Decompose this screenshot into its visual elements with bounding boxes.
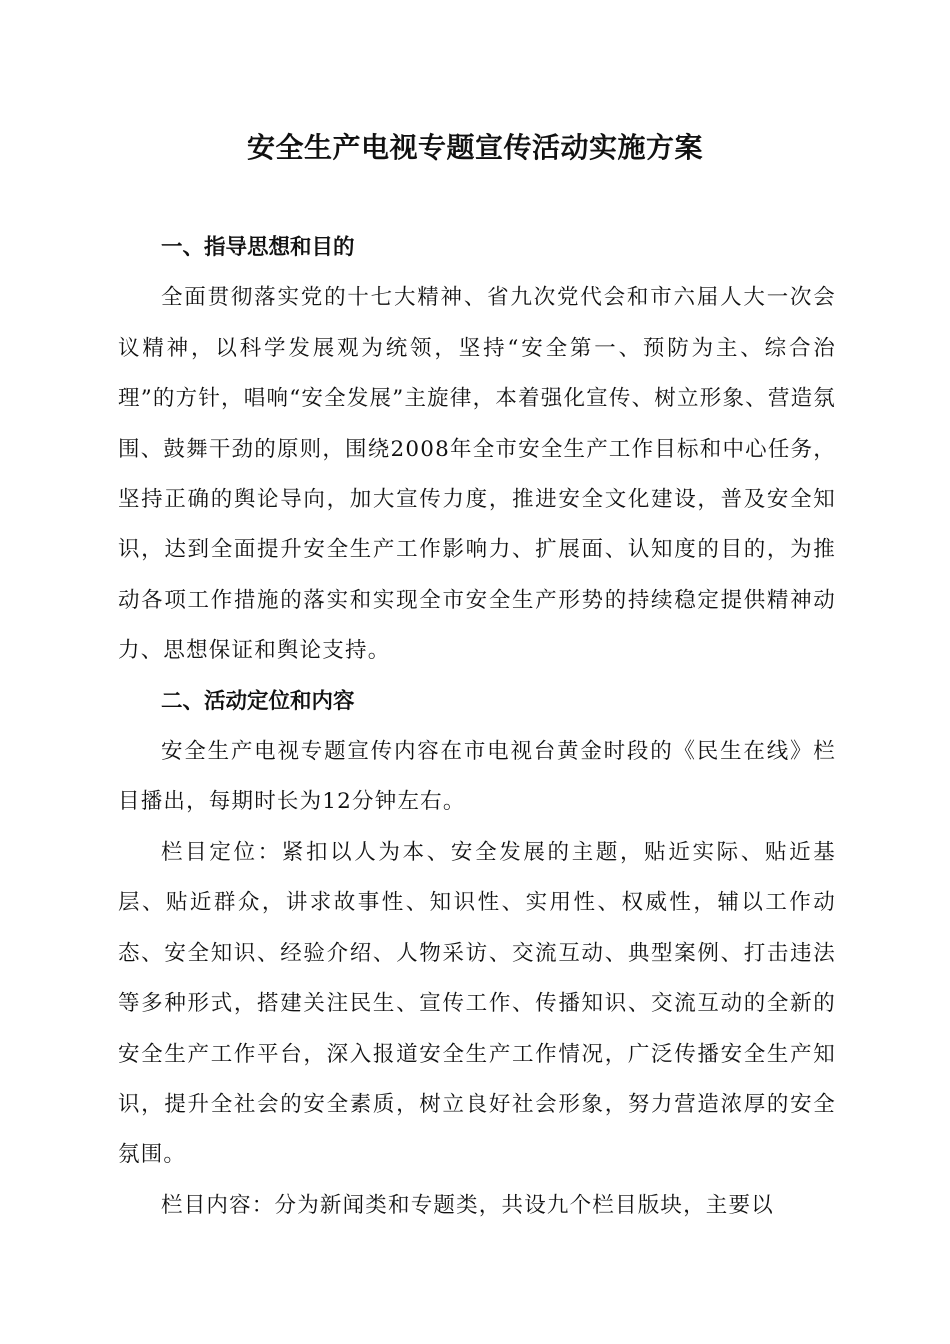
- document-title: 安全生产电视专题宣传活动实施方案: [246, 131, 703, 164]
- paragraph-guiding-thought: 全面贯彻落实党的十七大精神、省九次党代会和市六届人大一次会议精神，以科学发展观为统领，坚持“安全第一、预防为主、综合治理”的方针，唱响“安全发展”主旋律，本着强化宣传、树立形象、营造氛围、鼓舞干劲的原则，围绕2008年全市安全生产工作目标和中心任务，坚持正确的舆论导向，加大宣传力度，推进安全文化建设，普及安全知识，达到全面提升安全生产工作影响力、扩展面、认知度的目的，为推动各项工作措施的落实和实现全市安全生产形势的持续稳定提供精神动力、思想保证和舆论支持。: [118, 285, 836, 664]
- section-heading-guiding-thought: 一、指导思想和目的: [161, 235, 355, 260]
- paragraph-column-positioning: 栏目定位：紧扣以人为本、安全发展的主题，贴近实际、贴近基层、贴近群众，讲求故事性、知识性、实用性、权威性，辅以工作动态、安全知识、经验介绍、人物采访、交流互动、典型案例、打击违法等多种形式，搭建关注民生、宣传工作、传播知识、交流互动的全新的安全生产工作平台，深入报道安全生产工作情况，广泛传播安全生产知识，提升全社会的安全素质，树立良好社会形象，努力营造浓厚的安全氛围。: [118, 839, 836, 1168]
- paragraph-broadcast-info: 安全生产电视专题宣传内容在市电视台黄金时段的《民生在线》栏目播出，每期时长为12分钟左右。: [118, 739, 836, 815]
- section-heading-activity-positioning: 二、活动定位和内容: [161, 688, 355, 714]
- paragraph-column-content: 栏目内容：分为新闻类和专题类，共设九个栏目版块，主要以: [161, 1192, 774, 1218]
- document-body: [118, 223, 836, 1231]
